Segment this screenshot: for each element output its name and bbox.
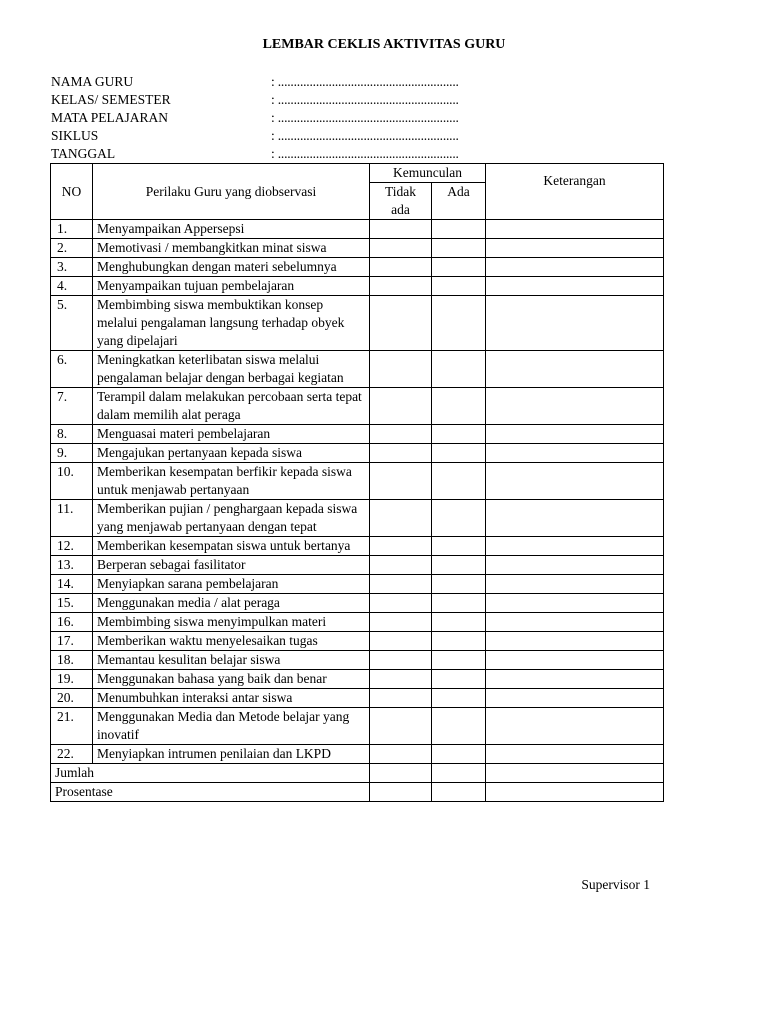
summary-present-cell[interactable] (432, 783, 486, 802)
remark-cell[interactable] (486, 296, 664, 351)
not-present-checkbox-cell[interactable] (370, 556, 432, 575)
behavior-text: Membimbing siswa membuktikan konsep melalui pengalaman langsung terhadap obyek yang dipelajari (93, 296, 370, 351)
row-number: 14. (51, 575, 93, 594)
not-present-checkbox-cell[interactable] (370, 239, 432, 258)
not-present-checkbox-cell[interactable] (370, 425, 432, 444)
header-present: Ada (432, 183, 486, 220)
table-row (51, 594, 664, 613)
behavior-text: Menyampaikan tujuan pembelajaran (93, 277, 370, 296)
summary-remark-cell[interactable] (486, 783, 664, 802)
not-present-checkbox-cell[interactable] (370, 388, 432, 425)
remark-cell[interactable] (486, 239, 664, 258)
table-row (51, 444, 664, 463)
present-checkbox-cell[interactable] (432, 708, 486, 745)
row-number: 11. (51, 500, 93, 537)
field-row-cycle (51, 127, 611, 145)
row-number: 12. (51, 537, 93, 556)
table-row (51, 296, 664, 351)
table-row (51, 388, 664, 425)
class-semester-field[interactable]: : ......................................................... (271, 92, 459, 107)
header-occurrence: Kemunculan (370, 164, 486, 183)
summary-not-present-cell[interactable] (370, 764, 432, 783)
not-present-checkbox-cell[interactable] (370, 258, 432, 277)
remark-cell[interactable] (486, 277, 664, 296)
table-row (51, 632, 664, 651)
behavior-text: Menyiapkan intrumen penilaian dan LKPD (93, 745, 370, 764)
row-number: 6. (51, 351, 93, 388)
behavior-text: Menggunakan bahasa yang baik dan benar (93, 670, 370, 689)
not-present-checkbox-cell[interactable] (370, 277, 432, 296)
present-checkbox-cell[interactable] (432, 388, 486, 425)
header-behavior: Perilaku Guru yang diobservasi (93, 164, 370, 220)
row-number: 10. (51, 463, 93, 500)
row-number: 13. (51, 556, 93, 575)
behavior-text: Menumbuhkan interaksi antar siswa (93, 689, 370, 708)
row-number: 2. (51, 239, 93, 258)
behavior-text: Menggunakan media / alat peraga (93, 594, 370, 613)
summary-row (51, 783, 664, 802)
remark-cell[interactable] (486, 388, 664, 425)
not-present-checkbox-cell[interactable] (370, 632, 432, 651)
present-checkbox-cell[interactable] (432, 258, 486, 277)
table-row (51, 239, 664, 258)
present-checkbox-cell[interactable] (432, 745, 486, 764)
present-checkbox-cell[interactable] (432, 463, 486, 500)
not-present-checkbox-cell[interactable] (370, 708, 432, 745)
present-checkbox-cell[interactable] (432, 575, 486, 594)
remark-cell[interactable] (486, 745, 664, 764)
remark-cell[interactable] (486, 632, 664, 651)
present-checkbox-cell[interactable] (432, 613, 486, 632)
present-checkbox-cell[interactable] (432, 689, 486, 708)
table-row (51, 708, 664, 745)
table-row (51, 613, 664, 632)
behavior-text: Terampil dalam melakukan percobaan serta tepat dalam memilih alat peraga (93, 388, 370, 425)
remark-cell[interactable] (486, 670, 664, 689)
table-row (51, 537, 664, 556)
not-present-checkbox-cell[interactable] (370, 651, 432, 670)
table-row (51, 575, 664, 594)
remark-cell[interactable] (486, 258, 664, 277)
row-number: 7. (51, 388, 93, 425)
behavior-text: Berperan sebagai fasilitator (93, 556, 370, 575)
header-no: NO (51, 164, 93, 220)
row-number: 8. (51, 425, 93, 444)
remark-cell[interactable] (486, 708, 664, 745)
present-checkbox-cell[interactable] (432, 444, 486, 463)
row-number: 1. (51, 220, 93, 239)
table-row (51, 351, 664, 388)
present-checkbox-cell[interactable] (432, 594, 486, 613)
not-present-checkbox-cell[interactable] (370, 613, 432, 632)
present-checkbox-cell[interactable] (432, 651, 486, 670)
remark-cell[interactable] (486, 537, 664, 556)
row-number: 20. (51, 689, 93, 708)
not-present-checkbox-cell[interactable] (370, 575, 432, 594)
behavior-text: Memberikan kesempatan berfikir kepada siswa untuk menjawab pertanyaan (93, 463, 370, 500)
summary-row (51, 764, 664, 783)
not-present-checkbox-cell[interactable] (370, 670, 432, 689)
header-not-present: Tidak ada (370, 183, 432, 220)
remark-cell[interactable] (486, 463, 664, 500)
not-present-checkbox-cell[interactable] (370, 444, 432, 463)
present-checkbox-cell[interactable] (432, 220, 486, 239)
summary-present-cell[interactable] (432, 764, 486, 783)
checklist-rows (51, 220, 664, 764)
remark-cell[interactable] (486, 444, 664, 463)
present-checkbox-cell[interactable] (432, 277, 486, 296)
behavior-text: Menyampaikan Appersepsi (93, 220, 370, 239)
remark-cell[interactable] (486, 351, 664, 388)
present-checkbox-cell[interactable] (432, 500, 486, 537)
cycle-field[interactable]: : ......................................................... (271, 128, 459, 143)
checklist-footer (51, 764, 664, 802)
summary-remark-cell[interactable] (486, 764, 664, 783)
behavior-text: Memberikan kesempatan siswa untuk bertanya (93, 537, 370, 556)
not-present-checkbox-cell[interactable] (370, 689, 432, 708)
supervisor-signature-label: Supervisor 1 (581, 877, 650, 892)
remark-cell[interactable] (486, 613, 664, 632)
not-present-checkbox-cell[interactable] (370, 296, 432, 351)
identity-fields (51, 73, 611, 163)
checklist-table (50, 163, 664, 802)
behavior-text: Membimbing siswa menyimpulkan materi (93, 613, 370, 632)
summary-label: Jumlah (51, 764, 370, 783)
present-checkbox-cell[interactable] (432, 425, 486, 444)
summary-label: Prosentase (51, 783, 370, 802)
row-number: 16. (51, 613, 93, 632)
row-number: 3. (51, 258, 93, 277)
table-row (51, 689, 664, 708)
row-number: 4. (51, 277, 93, 296)
not-present-checkbox-cell[interactable] (370, 594, 432, 613)
behavior-text: Menguasai materi pembelajaran (93, 425, 370, 444)
present-checkbox-cell[interactable] (432, 537, 486, 556)
field-label: SIKLUS (51, 128, 99, 143)
not-present-checkbox-cell[interactable] (370, 351, 432, 388)
behavior-text: Memotivasi / membangkitkan minat siswa (93, 239, 370, 258)
not-present-checkbox-cell[interactable] (370, 745, 432, 764)
behavior-text: Mengajukan pertanyaan kepada siswa (93, 444, 370, 463)
behavior-text: Memberikan pujian / penghargaan kepada siswa yang menjawab pertanyaan dengan tepat (93, 500, 370, 537)
field-row-date (51, 145, 611, 163)
table-row (51, 425, 664, 444)
not-present-checkbox-cell[interactable] (370, 220, 432, 239)
behavior-text: Menggunakan Media dan Metode belajar yang inovatif (93, 708, 370, 745)
table-row (51, 220, 664, 239)
field-row-subject (51, 109, 611, 127)
present-checkbox-cell[interactable] (432, 351, 486, 388)
present-checkbox-cell[interactable] (432, 239, 486, 258)
behavior-text: Menghubungkan dengan materi sebelumnya (93, 258, 370, 277)
row-number: 17. (51, 632, 93, 651)
field-label: KELAS/ SEMESTER (51, 92, 171, 107)
row-number: 19. (51, 670, 93, 689)
row-number: 21. (51, 708, 93, 745)
field-label: TANGGAL (51, 146, 116, 161)
teacher-name-field[interactable]: : ......................................................... (271, 74, 459, 89)
not-present-checkbox-cell[interactable] (370, 463, 432, 500)
table-row (51, 463, 664, 500)
not-present-checkbox-cell[interactable] (370, 500, 432, 537)
behavior-text: Memberikan waktu menyelesaikan tugas (93, 632, 370, 651)
row-number: 22. (51, 745, 93, 764)
behavior-text: Menyiapkan sarana pembelajaran (93, 575, 370, 594)
remark-cell[interactable] (486, 425, 664, 444)
remark-cell[interactable] (486, 651, 664, 670)
subject-field[interactable]: : ......................................................... (271, 110, 459, 125)
table-row (51, 651, 664, 670)
present-checkbox-cell[interactable] (432, 670, 486, 689)
document-title: LEMBAR CEKLIS AKTIVITAS GURU (262, 37, 506, 52)
summary-not-present-cell[interactable] (370, 783, 432, 802)
table-row (51, 745, 664, 764)
table-row (51, 500, 664, 537)
remark-cell[interactable] (486, 556, 664, 575)
present-checkbox-cell[interactable] (432, 296, 486, 351)
table-row (51, 670, 664, 689)
remark-cell[interactable] (486, 220, 664, 239)
remark-cell[interactable] (486, 500, 664, 537)
row-number: 9. (51, 444, 93, 463)
field-label: MATA PELAJARAN (51, 110, 169, 125)
table-row (51, 556, 664, 575)
date-field[interactable]: : ......................................................... (271, 146, 459, 161)
behavior-text: Memantau kesulitan belajar siswa (93, 651, 370, 670)
table-row (51, 258, 664, 277)
field-row-teacher-name (51, 73, 611, 91)
present-checkbox-cell[interactable] (432, 632, 486, 651)
behavior-text: Meningkatkan keterlibatan siswa melalui pengalaman belajar dengan berbagai kegiatan (93, 351, 370, 388)
present-checkbox-cell[interactable] (432, 556, 486, 575)
remark-cell[interactable] (486, 689, 664, 708)
remark-cell[interactable] (486, 594, 664, 613)
field-label: NAMA GURU (51, 74, 134, 89)
row-number: 15. (51, 594, 93, 613)
table-row (51, 277, 664, 296)
not-present-checkbox-cell[interactable] (370, 537, 432, 556)
row-number: 5. (51, 296, 93, 351)
header-remark: Keterangan (486, 164, 664, 220)
remark-cell[interactable] (486, 575, 664, 594)
row-number: 18. (51, 651, 93, 670)
field-row-class-semester (51, 91, 611, 109)
